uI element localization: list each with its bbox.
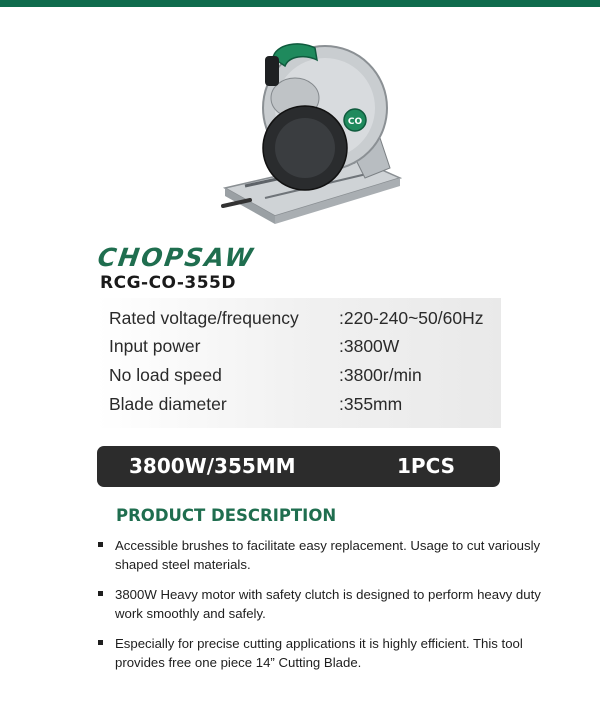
cutting-disc-inner [275, 118, 335, 178]
spec-row [97, 336, 501, 364]
list-item [98, 536, 568, 574]
bullet-text: 3800W Heavy motor with safety clutch is designed to perform heavy duty work smoothly and safely. [115, 587, 541, 621]
spec-row [97, 394, 501, 422]
spec-table [97, 298, 501, 428]
handle-grip [265, 56, 279, 86]
spec-value: :355mm [339, 394, 403, 414]
co-logo-text: CO [347, 117, 363, 127]
spec-row [97, 365, 501, 393]
bullet-text: Accessible brushes to facilitate easy replacement. Usage to cut variously shaped steel materials. [115, 538, 541, 572]
bullet-square-icon [98, 542, 103, 547]
description-heading: PRODUCT DESCRIPTION [116, 506, 337, 525]
model-code: RCG-CO-355D [100, 273, 236, 293]
bullet-text: Especially for precise cutting applications it is highly efficient. This tool provides free one piece 14” Cutting Blade. [115, 636, 523, 670]
spec-row [97, 308, 501, 336]
list-item [98, 634, 568, 672]
spec-value: :220-240~50/60Hz [339, 308, 484, 328]
bullet-square-icon [98, 591, 103, 596]
list-item [98, 585, 568, 623]
spec-label: No load speed [109, 365, 222, 385]
spec-label: Rated voltage/frequency [109, 308, 299, 328]
spec-label: Input power [109, 336, 201, 356]
top-accent-bar [0, 0, 600, 7]
bullet-square-icon [98, 640, 103, 645]
product-name: CHOPSAW [95, 243, 257, 272]
description-list [98, 536, 568, 672]
chopsaw-product-image [205, 38, 415, 228]
spec-value: :3800r/min [339, 365, 422, 385]
summary-bar [97, 446, 500, 487]
quantity-label: 1PCS [397, 454, 456, 478]
spec-value: :3800W [339, 336, 400, 356]
spec-label: Blade diameter [109, 394, 227, 414]
power-size-label: 3800W/355MM [129, 454, 296, 478]
